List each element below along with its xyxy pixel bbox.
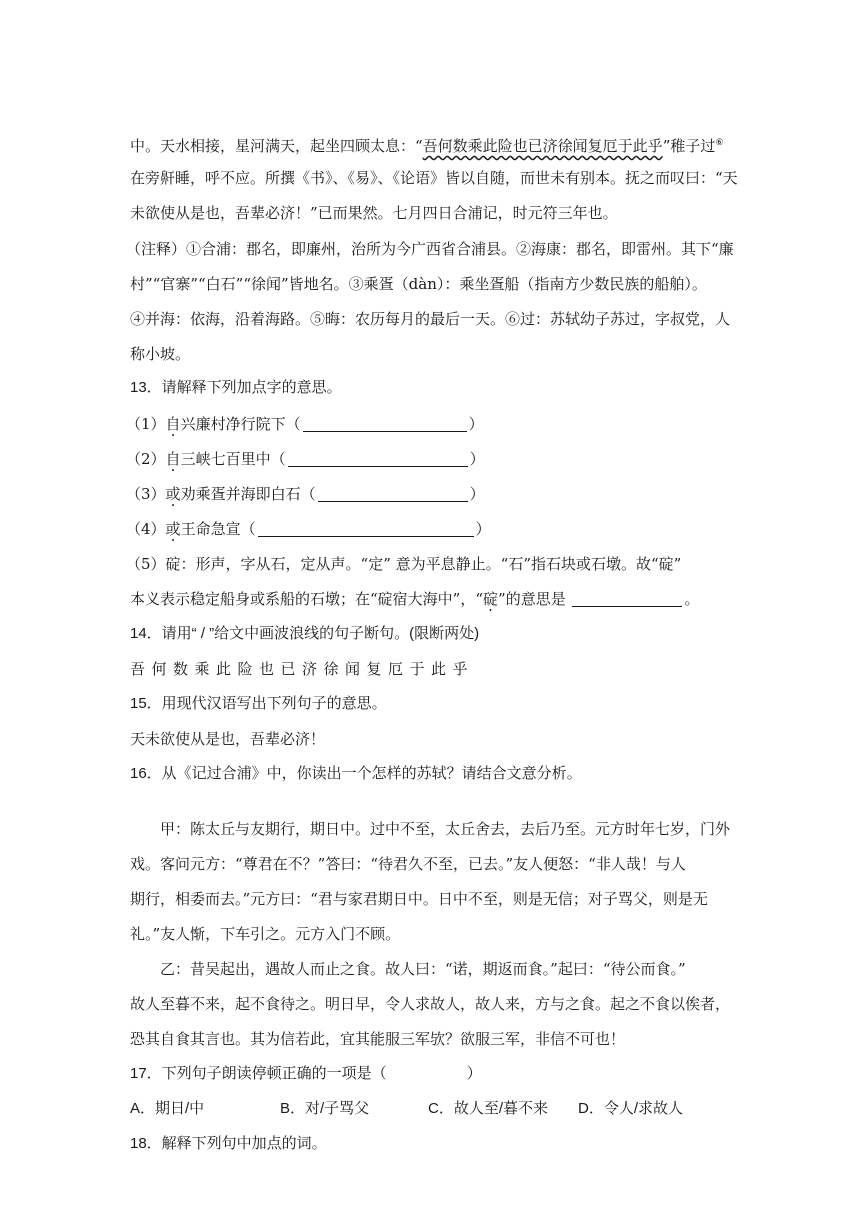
dotted-char: 自 xyxy=(165,450,181,468)
item-number: （2） xyxy=(126,450,166,468)
question-17-options xyxy=(130,1098,730,1120)
passage-text: ”稚子过 xyxy=(662,137,716,155)
option-c[interactable]: C．故人至/暮不来 xyxy=(428,1100,549,1117)
item-text: 三峡七百里中（ xyxy=(180,450,286,468)
question-18-stem: 18．解释下列句中加点的词。 xyxy=(130,1135,327,1152)
passage-text: 中。天水相接，星河满天，起坐四顾太息：“ xyxy=(130,137,423,155)
question-text: ） xyxy=(466,1065,482,1082)
passage-line-3: 未欲使从是也，吾辈必济！”已而果然。七月四日合浦记，时元符三年也。 xyxy=(130,204,618,222)
item-text: ） xyxy=(475,520,491,538)
passage-jia-line-2: 戏。客问元方：“尊君在不？”答曰：“待君久不至，已去。”友人便怒：“非人哉！与人 xyxy=(130,855,686,873)
item-text: 劝乘疍并海即白石（ xyxy=(180,485,316,503)
wavy-underlined-sentence: 吾何数乘此险也已济徐闻复厄于此乎 xyxy=(422,137,663,155)
question-13-stem: 13．请解释下列加点字的意思。 xyxy=(130,379,342,396)
item-number: （3） xyxy=(126,485,166,503)
question-15-stem: 15．用现代汉语写出下列句子的意思。 xyxy=(130,695,387,712)
q13-item-4 xyxy=(126,518,726,540)
passage-jia-line-3: 期行，相委而去。”元方曰：“君与家君期日中。日中不至，则是无信；对子骂父，则是无 xyxy=(130,890,708,908)
q13-item-5-line-1: （5）碇：形声，字从石，定从声。“定” 意为平息静止。“石”指石块或石墩。故“碇” xyxy=(126,555,682,573)
answer-blank[interactable] xyxy=(318,485,468,502)
item-number: （1） xyxy=(126,415,166,433)
item-text: 本义表示稳定船身或系船的石墩；在“碇宿大海中”，“ xyxy=(130,590,484,608)
item-text: 王命急宣（ xyxy=(180,520,256,538)
item-text: 。 xyxy=(684,590,700,608)
dotted-char: 自 xyxy=(165,415,181,433)
passage-yi-line-2: 故人至暮不来，起不食待之。明日早，令人求故人，故人来，方与之食。起之不食以俟者， xyxy=(130,995,731,1013)
q13-item-2 xyxy=(126,448,726,470)
dotted-char: 或 xyxy=(165,485,181,503)
passage-jia-line-1: 甲：陈太丘与友期行，期日中。过中不至，太丘舍去，去后乃至。元方时年七岁，门外 xyxy=(160,820,731,838)
question-17-stem xyxy=(130,1063,730,1085)
q13-item-1 xyxy=(126,413,726,435)
item-number: （4） xyxy=(126,520,166,538)
item-text: ） xyxy=(469,485,485,503)
notes-line-3: ④并海：依海，沿着海路。⑤晦：农历每月的最后一天。⑥过：苏轼幼子苏过，字叔党，人 xyxy=(130,310,731,328)
dotted-char: 碇 xyxy=(483,590,499,608)
option-d[interactable]: D．令人/求故人 xyxy=(578,1100,684,1117)
passage-yi-line-1: 乙：昔吴起出，遇故人而止之食。故人曰：“诺，期返而食。”起曰：“待公而食。” xyxy=(160,960,686,978)
q13-item-3 xyxy=(126,483,726,505)
dotted-char: 或 xyxy=(165,520,181,538)
item-text: ”的意思是 xyxy=(498,590,571,608)
item-text: ） xyxy=(469,450,485,468)
notes-line-2: 村”“官寨”“白石”“徐闻”皆地名。③乘疍（dàn）：乘坐疍船（指南方少数民族的船舶）。 xyxy=(130,275,707,293)
q13-item-5-line-2 xyxy=(130,588,730,610)
option-b[interactable]: B．对/子骂父 xyxy=(280,1100,370,1117)
notes-line-4: 称小坡。 xyxy=(130,345,191,363)
answer-blank[interactable] xyxy=(572,590,682,607)
passage-jia-line-4: 礼。”友人惭，下车引之。元方入门不顾。 xyxy=(130,925,401,943)
question-16-stem: 16．从《记过合浦》中，你读出一个怎样的苏轼？请结合文意分析。 xyxy=(130,765,582,782)
answer-blank[interactable] xyxy=(258,520,474,537)
notes-line-1: （注释）①合浦：郡名，即廉州，治所为今广西省合浦县。②海康：郡名，即雷州。其下“廉 xyxy=(126,240,734,258)
passage-yi-line-3: 恐其自食其言也。其为信若此，宜其能服三军欤？欲服三军，非信不可也！ xyxy=(130,1030,626,1048)
option-a[interactable]: A．期日/中 xyxy=(130,1100,205,1117)
passage-line-1 xyxy=(130,132,730,157)
question-14-sentence: 吾何数乘此险也已济徐闻复厄于此乎 xyxy=(130,660,475,678)
answer-blank[interactable] xyxy=(288,450,468,467)
passage-line-2: 在旁鼾睡，呼不应。所撰《书》、《易》、《论语》皆以自随，而世未有别本。抚之而叹曰：“天 xyxy=(130,169,738,187)
answer-blank[interactable] xyxy=(303,415,467,432)
question-14-stem: 14．请用“ / ”给文中画波浪线的句子断句。(限断两处) xyxy=(130,625,480,642)
question-15-sentence: 天未欲使从是也，吾辈必济！ xyxy=(130,730,326,748)
item-text: 兴廉村净行院下（ xyxy=(180,415,301,433)
item-text: ） xyxy=(468,415,484,433)
question-text: 17．下列句子朗读停顿正确的一项是（ xyxy=(130,1065,387,1082)
footnote-marker: ⑥ xyxy=(715,138,724,148)
